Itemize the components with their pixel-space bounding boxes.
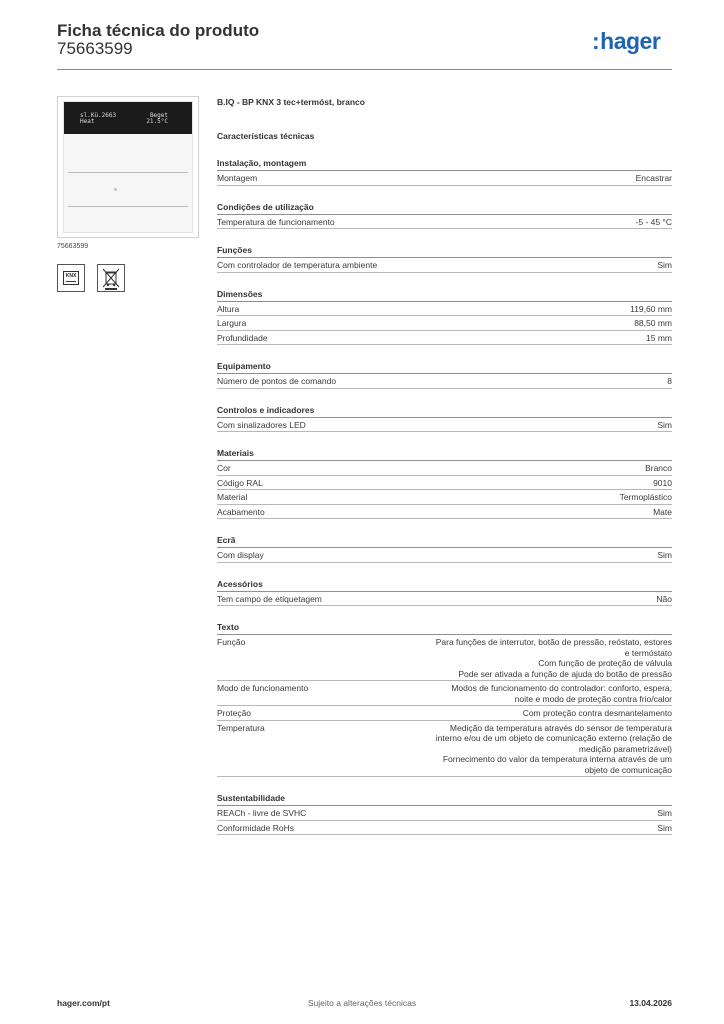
spec-value — [407, 318, 672, 329]
spec-row — [217, 681, 672, 706]
spec-value — [407, 637, 672, 679]
spec-label: Largura — [217, 318, 247, 328]
spec-value — [407, 808, 672, 819]
spec-value — [407, 463, 672, 474]
header-divider — [57, 69, 672, 70]
section-title: Dimensões — [217, 289, 672, 302]
spec-value — [407, 217, 672, 228]
section-title: Equipamento — [217, 361, 672, 374]
spec-label: Cor — [217, 463, 231, 473]
spec-row — [217, 821, 672, 836]
spec-section — [217, 289, 672, 346]
footer-note: Sujeito a alterações técnicas — [307, 998, 417, 1008]
characteristics-title: Características técnicas — [217, 131, 315, 141]
spec-row — [217, 171, 672, 186]
section-title: Controlos e indicadores — [217, 405, 672, 418]
spec-row — [217, 302, 672, 317]
spec-row — [217, 505, 672, 520]
spec-value — [407, 492, 672, 503]
spec-row — [217, 418, 672, 433]
spec-section — [217, 793, 672, 835]
spec-row — [217, 721, 672, 778]
spec-label: Com sinalizadores LED — [217, 419, 306, 430]
spec-value — [407, 304, 672, 315]
hager-logo — [592, 27, 660, 55]
spec-label: Código RAL — [217, 477, 263, 488]
specifications — [217, 96, 672, 835]
spec-section — [217, 535, 672, 563]
page-title: Ficha técnica do produto — [57, 21, 260, 40]
spec-value — [407, 550, 672, 561]
spec-value-line: medição parametrizável) — [578, 743, 672, 754]
spec-row — [217, 461, 672, 476]
spec-label: Altura — [217, 303, 240, 314]
key-divider — [68, 206, 188, 207]
spec-label: Conformidade RoHs — [217, 822, 295, 833]
spec-value-line: objeto de comunicação — [584, 764, 672, 775]
product-image — [57, 96, 199, 238]
spec-value-line: 8 — [667, 376, 672, 386]
spec-value — [407, 173, 672, 184]
spec-value-line: Fornecimento do valor da temperatura interna através de um — [442, 754, 672, 764]
spec-value-line: Sim — [657, 419, 672, 430]
image-caption: 75663599 — [57, 243, 89, 250]
spec-value — [407, 708, 672, 719]
spec-value-line: Branco — [645, 463, 672, 473]
spec-value — [407, 376, 672, 387]
spec-section — [217, 448, 672, 519]
display-text-left: sl.Kü.2663 Heat — [80, 112, 117, 125]
product-title: B.IQ - BP KNX 3 tec+termóst, branco — [217, 97, 365, 107]
spec-value-line: -5 - 45 °C — [635, 216, 672, 227]
spec-row — [217, 476, 672, 491]
spec-value-line: 9010 — [653, 477, 672, 488]
spec-label: Profundidade — [217, 332, 268, 343]
spec-label: Temperatura de funcionamento — [217, 216, 335, 227]
spec-row — [217, 635, 672, 681]
spec-value — [407, 683, 672, 704]
spec-section — [217, 405, 672, 433]
spec-label: REACh - livre de SVHC — [217, 808, 307, 818]
spec-row — [217, 592, 672, 607]
spec-row — [217, 706, 672, 721]
section-title: Condições de utilização — [217, 202, 672, 215]
spec-section — [217, 622, 672, 777]
spec-row — [217, 331, 672, 346]
logo-text: hager — [600, 28, 661, 54]
spec-label: Material — [217, 492, 248, 502]
spec-value — [407, 594, 672, 605]
spec-value-line: Termoplástico — [619, 492, 672, 502]
spec-value — [407, 333, 672, 344]
spec-value-line: Não — [656, 593, 672, 604]
spec-value-line: Com proteção contra desmantelamento — [522, 708, 672, 718]
spec-section — [217, 202, 672, 230]
section-title: Sustentabilidade — [217, 793, 672, 806]
spec-value — [407, 507, 672, 518]
spec-value — [407, 260, 672, 271]
footer-date: 13.04.2026 — [629, 998, 672, 1008]
spec-value-line: Encastrar — [635, 173, 672, 183]
section-title: Instalação, montagem — [217, 158, 672, 171]
spec-row — [217, 548, 672, 563]
spec-value-line: interno e/ou de um objeto de comunicação externo (relação de — [435, 733, 672, 743]
spec-label: Montagem — [217, 173, 258, 183]
spec-label: Número de pontos de comando — [217, 376, 337, 386]
spec-label: Acabamento — [217, 506, 265, 517]
spec-value-line: Sim — [657, 550, 672, 560]
logo-mark-icon: : — [592, 28, 600, 54]
spec-label: Proteção — [217, 708, 252, 718]
spec-row — [217, 215, 672, 230]
section-title: Texto — [217, 622, 672, 635]
spec-section — [217, 245, 672, 273]
footer-website: hager.com/pt — [57, 998, 110, 1008]
spec-label: Tem campo de etiquetagem — [217, 593, 322, 604]
key-led-icon — [114, 188, 117, 191]
section-title: Ecrã — [217, 535, 672, 548]
spec-label: Com display — [217, 550, 264, 560]
spec-value-line: Modos de funcionamento do controlador: conforto, espera, — [451, 683, 672, 693]
knx-label: KNX — [63, 271, 79, 285]
spec-value-line: Pode ser ativada a função de ajuda do botão de pressão — [458, 668, 672, 679]
spec-row — [217, 806, 672, 821]
spec-value — [407, 420, 672, 431]
device-display — [64, 102, 192, 134]
spec-value — [407, 723, 672, 776]
spec-sections — [217, 158, 672, 835]
spec-value — [407, 478, 672, 489]
spec-value — [407, 823, 672, 834]
spec-row — [217, 374, 672, 389]
knx-certification-icon — [57, 264, 85, 292]
spec-value-line: e termóstato — [624, 647, 672, 658]
spec-label: Função — [217, 637, 246, 647]
spec-section — [217, 361, 672, 389]
crossed-out-wheelie-bin-icon — [97, 264, 125, 292]
spec-value-line: 15 mm — [646, 332, 672, 343]
spec-row — [217, 490, 672, 505]
spec-value-line: Sim — [657, 822, 672, 833]
spec-value-line: Mate — [653, 506, 672, 517]
spec-row — [217, 316, 672, 331]
display-text-right: Beget 21.5°C — [146, 112, 168, 125]
section-title: Materiais — [217, 448, 672, 461]
key-divider — [68, 172, 188, 173]
section-title: Funções — [217, 245, 672, 258]
spec-value-line: Com função de proteção de válvula — [538, 658, 672, 668]
spec-label: Modo de funcionamento — [217, 683, 309, 693]
spec-section — [217, 579, 672, 607]
spec-value-line: noite e modo de proteção contra frio/calor — [514, 693, 672, 704]
spec-section — [217, 158, 672, 186]
spec-value-line: Sim — [657, 260, 672, 270]
spec-label: Temperatura — [217, 722, 265, 733]
spec-label: Com controlador de temperatura ambiente — [217, 260, 378, 270]
device-illustration — [63, 101, 193, 233]
section-title: Acessórios — [217, 579, 672, 592]
spec-value-line: Sim — [657, 808, 672, 818]
spec-value-line: 119,60 mm — [630, 303, 672, 314]
spec-value-line: Medição da temperatura através do sensor de temperatura — [449, 722, 672, 733]
spec-value-line: Para funções de interrutor, botão de pressão, reóstato, estores — [435, 637, 672, 647]
spec-value-line: 88,50 mm — [634, 318, 672, 328]
product-code: 75663599 — [57, 39, 133, 58]
spec-row — [217, 258, 672, 273]
